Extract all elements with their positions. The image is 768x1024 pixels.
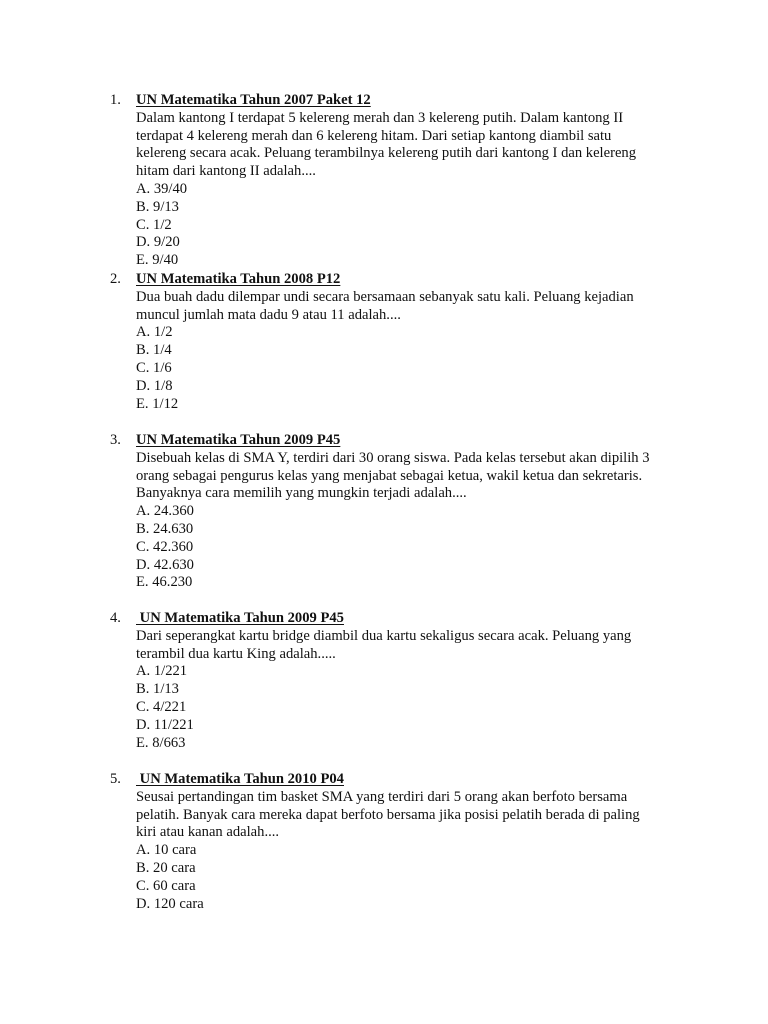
question-body — [136, 271, 696, 413]
question-title: UN Matematika Tahun 2008 P12 — [136, 271, 341, 287]
question-text-line: pelatih. Banyak cara mereka dapat berfoto bersama jika posisi pelatih berada di paling — [136, 806, 640, 823]
answer-option-d: D. 1/8 — [136, 377, 173, 394]
question-number: 3. — [110, 432, 121, 448]
answer-option-c: C. 4/221 — [136, 698, 187, 715]
question-number: 2. — [110, 271, 121, 287]
question-text-line: muncul jumlah mata dadu 9 atau 11 adalah.... — [136, 306, 401, 323]
question-text-line: terdapat 4 kelereng merah dan 6 kelereng hitam. Dari setiap kantong diambil satu — [136, 127, 612, 144]
question-text-line: Banyaknya cara memilih yang mungkin terjadi adalah.... — [136, 485, 467, 502]
answer-option-e: E. 8/663 — [136, 734, 186, 751]
answer-option-b: B. 9/13 — [136, 198, 179, 215]
answer-option-a: A. 10 cara — [136, 842, 197, 859]
question-body — [136, 610, 696, 752]
question-text-line: Dua buah dadu dilempar undi secara bersamaan sebanyak satu kali. Peluang kejadian — [136, 288, 634, 305]
question-title: UN Matematika Tahun 2007 Paket 12 — [136, 92, 371, 108]
question-title: UN Matematika Tahun 2009 P45 — [136, 432, 341, 448]
answer-option-e: E. 1/12 — [136, 395, 179, 412]
question-body — [136, 92, 696, 270]
question-body — [136, 771, 696, 913]
answer-option-c: C. 60 cara — [136, 877, 196, 894]
answer-option-d: D. 9/20 — [136, 234, 180, 251]
answer-option-d: D. 42.630 — [136, 556, 194, 573]
question-text-line: kelereng secara acak. Peluang terambilnya kelereng putih dari kantong I dan kelereng — [136, 145, 637, 162]
answer-option-b: B. 24.630 — [136, 520, 194, 537]
question-title: UN Matematika Tahun 2010 P04 — [136, 771, 344, 787]
answer-option-a: A. 1/2 — [136, 324, 173, 341]
answer-option-b: B. 1/4 — [136, 342, 172, 359]
answer-option-d: D. 120 cara — [136, 895, 204, 912]
question-number: 4. — [110, 610, 121, 626]
question-text-line: Dari seperangkat kartu bridge diambil dua kartu sekaligus secara acak. Peluang yang — [136, 627, 632, 644]
answer-option-b: B. 1/13 — [136, 681, 179, 698]
question-text-line: orang sebagai pengurus kelas yang menjabat sebagai ketua, wakil ketua dan sekretaris. — [136, 467, 643, 484]
question-title: UN Matematika Tahun 2009 P45 — [136, 610, 344, 626]
question-text-line: Dalam kantong I terdapat 5 kelereng merah dan 3 kelereng putih. Dalam kantong II — [136, 109, 624, 126]
answer-option-d: D. 11/221 — [136, 716, 194, 733]
answer-option-c: C. 1/2 — [136, 216, 172, 233]
question-body — [136, 432, 696, 592]
answer-option-c: C. 1/6 — [136, 359, 172, 376]
answer-option-c: C. 42.360 — [136, 538, 194, 555]
answer-option-b: B. 20 cara — [136, 859, 196, 876]
question-text-line: Seusai pertandingan tim basket SMA yang terdiri dari 5 orang akan berfoto bersama — [136, 788, 628, 805]
answer-option-a: A. 1/221 — [136, 663, 188, 680]
question-text-line: Disebuah kelas di SMA Y, terdiri dari 30 orang siswa. Pada kelas tersebut akan dipilih 3 — [136, 449, 650, 466]
question-text-line: kiri atau kanan adalah.... — [136, 824, 280, 841]
question-text-line: terambil dua kartu King adalah..... — [136, 645, 336, 662]
answer-option-e: E. 9/40 — [136, 252, 179, 269]
answer-option-a: A. 39/40 — [136, 180, 188, 197]
answer-option-e: E. 46.230 — [136, 574, 193, 591]
question-number: 1. — [110, 92, 121, 108]
question-text-line: hitam dari kantong II adalah.... — [136, 163, 316, 180]
question-number: 5. — [110, 771, 121, 787]
answer-option-a: A. 24.360 — [136, 503, 194, 520]
